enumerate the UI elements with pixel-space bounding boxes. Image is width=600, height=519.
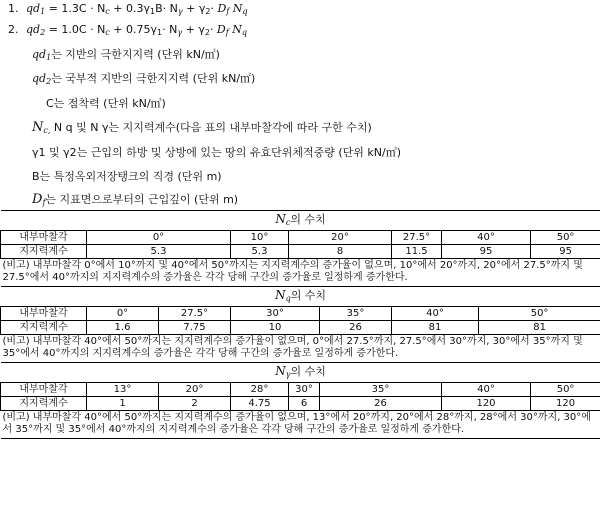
definition-n [32, 121, 372, 138]
formula-term: B· N [155, 2, 178, 15]
table-cell: 120 [531, 397, 600, 411]
formula-lhs-sub: 2 [40, 28, 46, 37]
formula-2 [8, 23, 247, 40]
table-cell: 50° [479, 307, 600, 321]
formula-lhs: qd [26, 23, 41, 36]
definition-df [32, 193, 238, 210]
definition-text: N q 및 N γ는 지지력계수(다음 표의 내부마찰각에 따라 구한 수치) [50, 121, 372, 134]
table-cell: 0° [87, 231, 231, 245]
table-row [1, 307, 600, 321]
title-text: 의 수치 [290, 364, 326, 378]
definition-gamma [32, 146, 401, 160]
table-cell: 81 [392, 321, 479, 335]
table-cell: 26 [320, 397, 442, 411]
title-sub: γ [285, 369, 291, 379]
table-cell: 40° [442, 231, 531, 245]
definition-symbol: qd [32, 72, 47, 85]
definition-symbol: qd [32, 48, 47, 61]
formula-term: N [229, 2, 243, 15]
table-ngamma-title [1, 363, 600, 383]
definition-b [32, 170, 222, 184]
row-label: 내부마찰각 [1, 231, 87, 245]
definition-qd2 [32, 72, 255, 89]
definition-c [46, 97, 166, 111]
table-note: (비고) 내부마찰각 0°에서 10°까지 및 40°에서 50°까지는 지지력계수의 증가율이 없으며, 10°에서 20°까지, 20°에서 27.5°까지 및 27.5°에서 40°까지의 지지력계수의 증가율은 각각 당해 구간의 증가율로 일정하게 증가한다. [1, 259, 600, 287]
table-cell: 10° [231, 231, 289, 245]
formula-sub: γ [177, 7, 183, 16]
table-cell: 28° [231, 383, 289, 397]
table-cell: 1.6 [87, 321, 159, 335]
row-label: 지지력계수 [1, 397, 87, 411]
table-cell: 1 [87, 397, 159, 411]
definition-text: 는 국부적 지반의 극한지지력 (단위 kN/㎡) [51, 72, 256, 85]
formula-sub: f [226, 7, 230, 16]
table-cell: 0° [87, 307, 159, 321]
table-row [1, 231, 600, 245]
formula-lhs-sub: 1 [40, 7, 46, 16]
table-cell: 20° [159, 383, 231, 397]
title-text: 의 수치 [290, 288, 327, 302]
row-label: 내부마찰각 [1, 307, 87, 321]
table-cell: 6 [289, 397, 320, 411]
table-nc-title [1, 211, 600, 231]
formula-term: = 1.0C · N [48, 23, 106, 36]
formula-sub: f [225, 28, 229, 37]
table-ngamma-note-row [1, 411, 600, 439]
formula-term: N [228, 23, 242, 36]
table-note: (비고) 내부마찰각 40°에서 50°까지는 지지력계수의 증가율이 없으며, 0°에서 27.5°까지, 27.5°에서 30°까지, 30°에서 35°까지 및 35°에서 40°까지의 지지력계수의 증가율은 각각 당해 구간의 증가율로 일정하게 증가한다. [1, 335, 600, 363]
table-cell: 50° [531, 231, 600, 245]
definition-text: 는 지표면으로부터의 근입깊이 (단위 m) [45, 193, 239, 206]
formula-term: = 1.3C · N [48, 2, 106, 15]
table-nc-title-row [1, 211, 600, 231]
table-cell: 40° [442, 383, 531, 397]
table-cell: 2 [159, 397, 231, 411]
table-note: (비고) 내부마찰각 40°에서 50°까지는 지지력계수의 증가율이 없으며, 13°에서 20°까지, 20°에서 28°까지, 28°에서 30°까지, 30°에서 35°까지 및 35°에서 40°까지의 지지력계수의 증가율은 각각 당해 구간의 증가율로 일정하게 증가한다. [1, 411, 600, 439]
table-cell: 30° [289, 383, 320, 397]
table-cell: 50° [531, 383, 600, 397]
definition-sub: 2 [46, 77, 52, 86]
definition-sub: c, [43, 126, 51, 135]
table-cell: 20° [289, 231, 392, 245]
table-cell: 30° [231, 307, 320, 321]
definition-text: B는 특정옥외저장탱크의 직경 (단위 m) [32, 170, 222, 183]
formula-sub: γ [177, 28, 183, 37]
formula-number: 2. [8, 23, 19, 36]
table-row [1, 397, 600, 411]
coefficient-table [0, 210, 600, 439]
table-cell: 35° [320, 383, 442, 397]
title-symbol: N [275, 363, 286, 378]
table-nc-note-row [1, 259, 600, 287]
table-cell: 10 [231, 321, 320, 335]
table-cell: 95 [531, 245, 600, 259]
table-nq-title [1, 287, 600, 307]
formula-sub: q [241, 28, 247, 37]
table-cell: 5.3 [87, 245, 231, 259]
formula-sub: 1 [157, 28, 163, 37]
formula-term: + γ [182, 23, 205, 36]
title-sub: c [285, 217, 291, 227]
table-cell: 26 [320, 321, 392, 335]
row-label: 지지력계수 [1, 321, 87, 335]
formula-1 [8, 2, 248, 19]
formula-number: 1. [8, 2, 19, 15]
title-symbol: N [275, 287, 286, 302]
table-cell: 40° [392, 307, 479, 321]
table-cell: 27.5° [392, 231, 442, 245]
formula-sub: q [242, 7, 248, 16]
formula-term: + γ [182, 2, 206, 15]
table-row [1, 321, 600, 335]
table-nq-title-row [1, 287, 600, 307]
formula-sub: 2 [205, 7, 211, 16]
table-cell: 35° [320, 307, 392, 321]
formula-sub: c [105, 7, 110, 16]
table-nq-note-row [1, 335, 600, 363]
row-label: 지지력계수 [1, 245, 87, 259]
table-cell: 4.75 [231, 397, 289, 411]
definition-sub: f [42, 198, 46, 207]
table-row [1, 383, 600, 397]
definition-text: γ1 및 γ2는 근입의 하방 및 상방에 있는 땅의 유효단위체적중량 (단위 kN/㎥) [32, 146, 402, 159]
table-cell: 8 [289, 245, 392, 259]
title-symbol: N [275, 211, 286, 226]
title-text: 의 수치 [290, 212, 326, 226]
formula-term: · N [162, 23, 178, 36]
formula-sub: c [105, 28, 110, 37]
table-cell: 13° [87, 383, 159, 397]
formula-lhs: qd [26, 2, 41, 15]
title-sub: q [285, 293, 291, 303]
table-cell: 7.75 [159, 321, 231, 335]
table-cell: 81 [479, 321, 600, 335]
table-cell: 27.5° [159, 307, 231, 321]
row-label: 내부마찰각 [1, 383, 87, 397]
formula-term: + 0.3γ [109, 2, 150, 15]
definition-sub: 1 [46, 53, 52, 62]
definition-text: 는 지반의 극한지지력 (단위 kN/㎡) [51, 48, 220, 61]
formula-term: · D [209, 23, 226, 36]
definition-qd1 [32, 48, 220, 65]
formula-sub: 2 [204, 28, 210, 37]
formula-term: · D [210, 2, 227, 15]
definition-symbol: N [32, 120, 44, 135]
formula-term: + 0.75γ [109, 23, 157, 36]
coefficient-tables [0, 210, 600, 439]
formula-sub: 1 [150, 7, 156, 16]
table-row [1, 245, 600, 259]
table-ngamma-title-row [1, 363, 600, 383]
definition-text: C는 점착력 (단위 kN/㎡) [46, 97, 166, 110]
definition-symbol: D [32, 192, 43, 207]
table-cell: 120 [442, 397, 531, 411]
table-cell: 95 [442, 245, 531, 259]
table-cell: 11.5 [392, 245, 442, 259]
table-cell: 5.3 [231, 245, 289, 259]
